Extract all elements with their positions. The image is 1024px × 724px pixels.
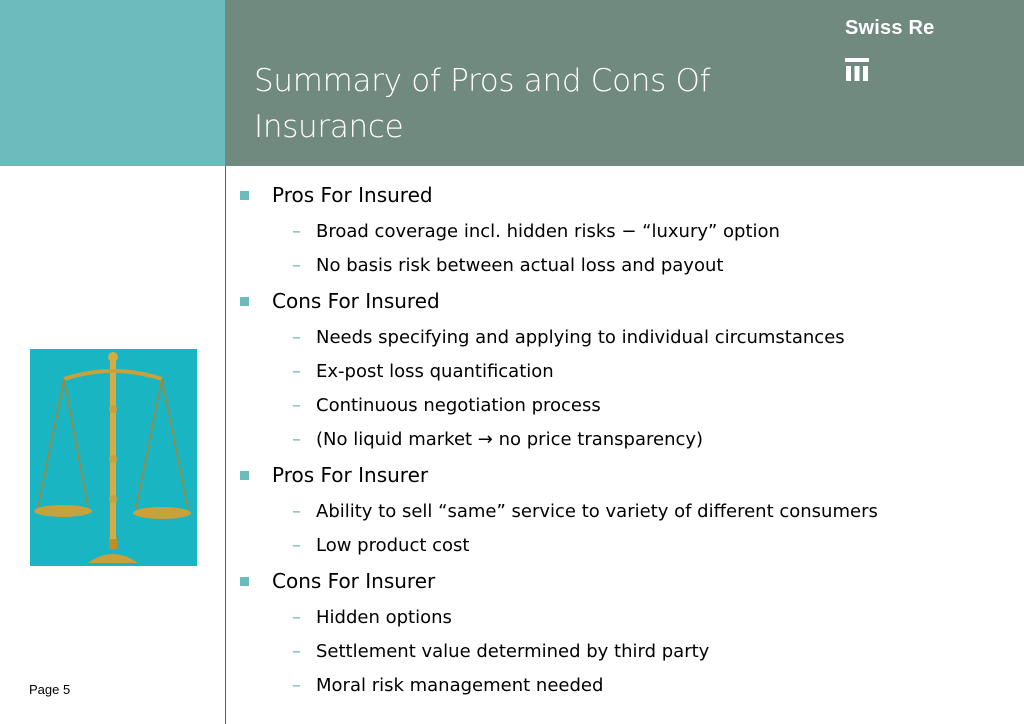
square-bullet-icon [240,191,249,200]
list-item [292,392,601,418]
square-bullet-icon [240,297,249,306]
list-item-text: Ex-post loss quantification [316,360,554,382]
dash-bullet-icon: – [292,394,301,416]
dash-bullet-icon: – [292,534,301,556]
section-heading [240,180,433,210]
slide-title: Summary of Pros and Cons Of Insurance [254,63,711,145]
list-item [292,324,845,350]
brand-logo-text: Swiss Re [845,17,935,39]
list-item [292,358,554,384]
dash-bullet-icon: – [292,254,301,276]
list-item [292,252,723,278]
list-item-text: Low product cost [316,534,470,556]
list-item [292,638,709,664]
section-heading-text: Pros For Insured [272,183,433,207]
dash-bullet-icon: – [292,326,301,348]
list-item [292,532,469,558]
dash-bullet-icon: – [292,220,301,242]
list-item [292,218,780,244]
list-item-text: Broad coverage incl. hidden risks − “luxury” option [316,220,780,242]
section-heading [240,566,435,596]
list-item-text: Continuous negotiation process [316,394,601,416]
dash-bullet-icon: – [292,428,301,450]
list-item [292,426,703,452]
list-item-text: Settlement value determined by third party [316,640,710,662]
list-item-text: Hidden options [316,606,452,628]
list-item-text: Ability to sell “same” service to variety of different consumers [316,500,878,522]
section-heading [240,286,440,316]
list-item [292,498,878,524]
header-bar [225,0,1024,166]
dash-bullet-icon: – [292,674,301,696]
list-item [292,604,452,630]
page-number: Page 5 [29,682,71,697]
list-item-text: Needs specifying and applying to individual circumstances [316,326,845,348]
dash-bullet-icon: – [292,500,301,522]
section-heading-text: Cons For Insured [272,289,440,313]
section-heading-text: Cons For Insurer [272,569,436,593]
scales-of-justice-icon [30,349,197,566]
list-item-text: (No liquid market → no price transparency) [316,428,704,450]
square-bullet-icon [240,577,249,586]
section-heading [240,460,428,490]
header-accent-block [0,0,225,166]
list-item [292,672,603,698]
square-bullet-icon [240,471,249,480]
list-item-text: No basis risk between actual loss and payout [316,254,724,276]
list-item-text: Moral risk management needed [316,674,604,696]
section-heading-text: Pros For Insurer [272,463,429,487]
vertical-divider [225,166,226,724]
swiss-re-mark-icon [845,58,869,82]
dash-bullet-icon: – [292,640,301,662]
dash-bullet-icon: – [292,360,301,382]
dash-bullet-icon: – [292,606,301,628]
